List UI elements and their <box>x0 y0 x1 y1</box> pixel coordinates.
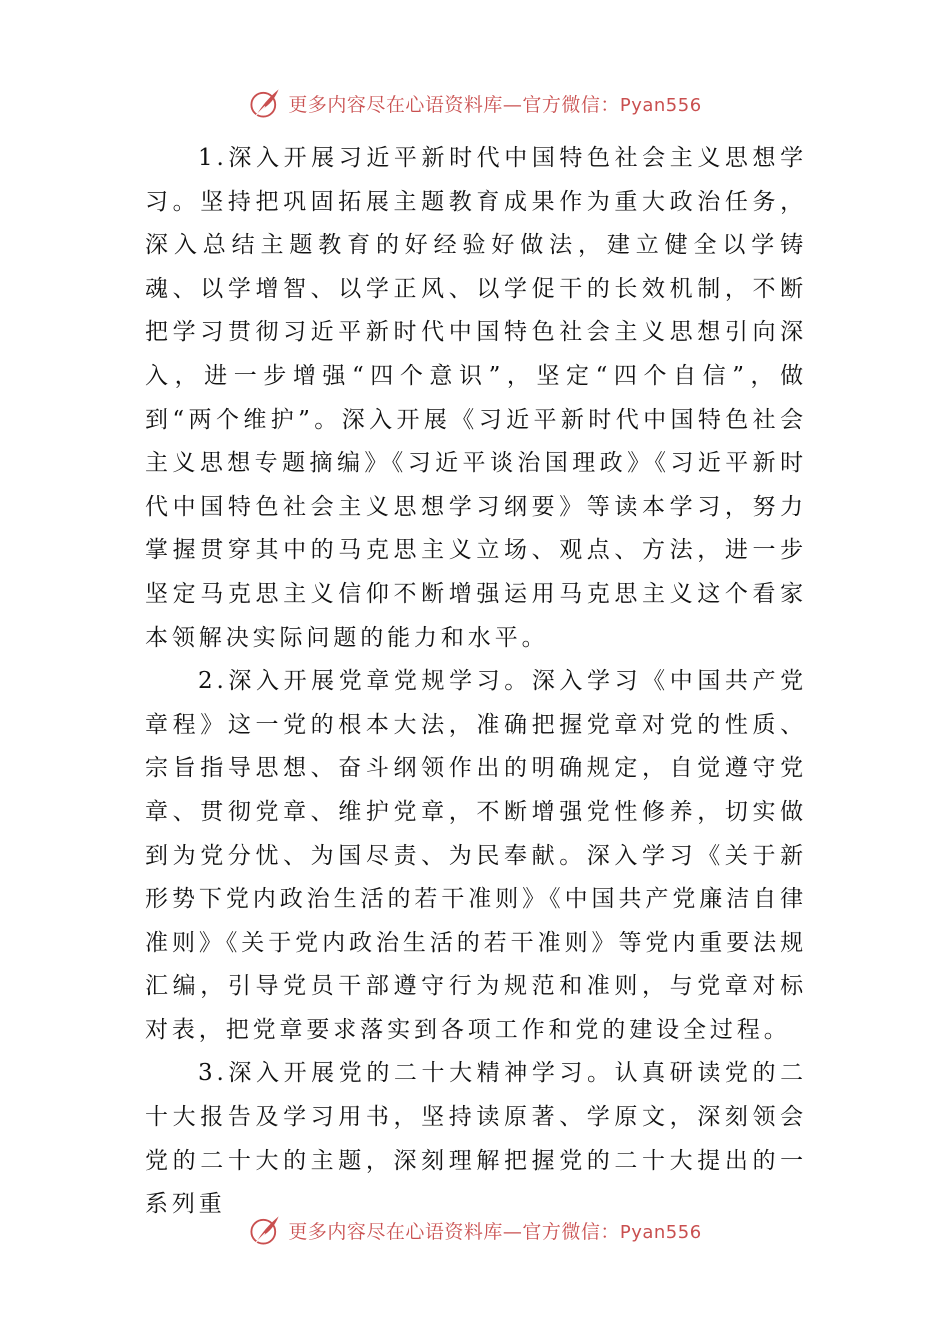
feather-quill-logo-icon <box>248 86 282 120</box>
watermark-text: 更多内容尽在心语资料库—官方微信：Pyan556 <box>288 1220 702 1243</box>
document-body <box>145 137 807 1227</box>
watermark-header <box>0 83 950 123</box>
feather-quill-logo-icon <box>248 1213 282 1247</box>
paragraph-1: 1.深入开展习近平新时代中国特色社会主义思想学习。坚持把巩固拓展主题教育成果作为重大政治任务，深入总结主题教育的好经验好做法，建立健全以学铸魂、以学增智、以学正风、以学促干的长效机制，不断把学习贯彻习近平新时代中国特色社会主义思想引向深入，进一步增强“四个意识”，坚定“四个自信”，做到“两个维护”。深入开展《习近平新时代中国特色社会主义思想专题摘编》《习近平谈治国理政》《习近平新时代中国特色社会主义思想学习纲要》等读本学习，努力掌握贯穿其中的马克思主义立场、观点、方法，进一步坚定马克思主义信仰不断增强运用马克思主义这个看家本领解决实际问题的能力和水平。 <box>145 145 807 651</box>
watermark-account: Pyan556 <box>619 94 702 116</box>
watermark-footer <box>0 1210 950 1250</box>
watermark-text: 更多内容尽在心语资料库—官方微信：Pyan556 <box>288 93 702 116</box>
paragraph-3: 3.深入开展党的二十大精神学习。认真研读党的二十大报告及学习用书，坚持读原著、学原文，深刻领会党的二十大的主题，深刻理解把握党的二十大提出的一系列重 <box>145 1060 807 1218</box>
watermark-account: Pyan556 <box>619 1221 702 1243</box>
paragraph-2: 2.深入开展党章党规学习。深入学习《中国共产党章程》这一党的根本大法，准确把握党章对党的性质、宗旨指导思想、奋斗纲领作出的明确规定，自觉遵守党章、贯彻党章、维护党章，不断增强党性修养，切实做到为党分忧、为国尽责、为民奉献。深入学习《关于新形势下党内政治生活的若干准则》《中国共产党廉洁自律准则》《关于党内政治生活的若干准则》等党内重要法规汇编，引导党员干部遵守行为规范和准则，与党章对标对表，把党章要求落实到各项工作和党的建设全过程。 <box>145 668 807 1043</box>
